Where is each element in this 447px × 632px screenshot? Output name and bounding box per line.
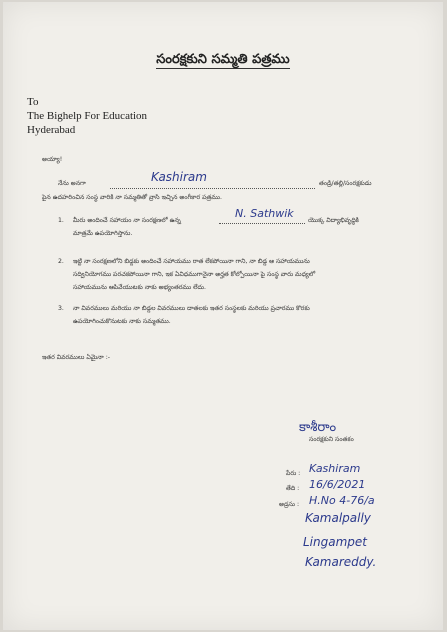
address-city: Hyderabad [27, 124, 76, 136]
address-to: To [27, 96, 39, 108]
consent-letter-page [3, 2, 443, 630]
name-prefix: నేను అనగా [58, 180, 86, 187]
guardian-name: Kashiram [151, 170, 207, 184]
letter-title [3, 52, 443, 70]
name-suffix: తండ్రి/తల్లి/సంరక్షకుడు [319, 180, 372, 187]
field-address-value: H.No 4-76/a [309, 494, 375, 507]
letter-title-text: సంరక్షకుని సమ్మతి పత్రము [156, 52, 290, 67]
address-line-2: Lingampet [303, 535, 367, 549]
other-details-label: ఇతర వివరములు ఏమైనా :- [42, 354, 111, 361]
signature-label: సంరక్షకుని సంతకం [309, 436, 354, 443]
item-1-suffix: యొక్క విద్యాభివృద్ధికి [308, 217, 359, 224]
item-2-number: 2. [58, 258, 64, 265]
field-address-label: అడ్రసు : [279, 501, 300, 508]
guardian-signature: కాశీరాం [299, 420, 337, 435]
field-name-value: Kashiram [309, 462, 361, 475]
address-line-1: Kamalpally [305, 511, 371, 525]
item-3-line-2: ఉపయోగించుకొనుటకు నాకు సమ్మతము. [73, 318, 171, 325]
salutation: అయ్యా! [42, 156, 63, 163]
field-date-value: 16/6/2021 [309, 478, 366, 491]
item-1-prefix: మీరు అందించే సహాయం నా సంరక్షణలో ఉన్న [73, 217, 181, 224]
item-2-line-3: సహాయమును ఆపివేయుటకు నాకు అభ్యంతరము లేదు. [73, 284, 206, 291]
item-1-line-2: మాత్రమే ఉపయోగిస్తాను. [73, 230, 133, 237]
address-line-3: Kamareddy. [305, 555, 377, 569]
item-2-line-2: సద్వినియోగము పరచకపోయినా గాని, ఇక ఏవిధముగానైనా అర్హత కోల్పోయినా పై సంస్థ వారు మధ్యలో [73, 271, 316, 278]
item-1-number: 1. [58, 217, 64, 224]
field-name-label: పేరు : [286, 470, 301, 477]
item-3-line-1: నా వివరములు మరియు నా బిడ్డల వివరములు దాతలకు ఇతర సంస్థలకు మరియు ప్రచారము కొరకు [73, 305, 310, 312]
item-3-number: 3. [58, 305, 64, 312]
guardian-name-field [110, 174, 315, 193]
field-date-label: తేది : [286, 485, 300, 492]
name-dotted-line [110, 175, 315, 189]
student-name: N. Sathwik [235, 207, 294, 220]
item-2-line-1: ఇట్టి నా సంరక్షణలోని బిడ్డకు అందించే సహాయము రాత లేకపోయినా గాని, నా బిడ్డ ఆ సహాయమును [73, 258, 310, 265]
intro-line: పైన ఉదహరించిన సంస్థ వారికి నా సమ్మతితో వ్రాసి ఇచ్చిన అంగీకార పత్రము. [42, 194, 222, 201]
recipient-address [27, 95, 147, 137]
address-org: The Bighelp For Education [27, 110, 148, 122]
